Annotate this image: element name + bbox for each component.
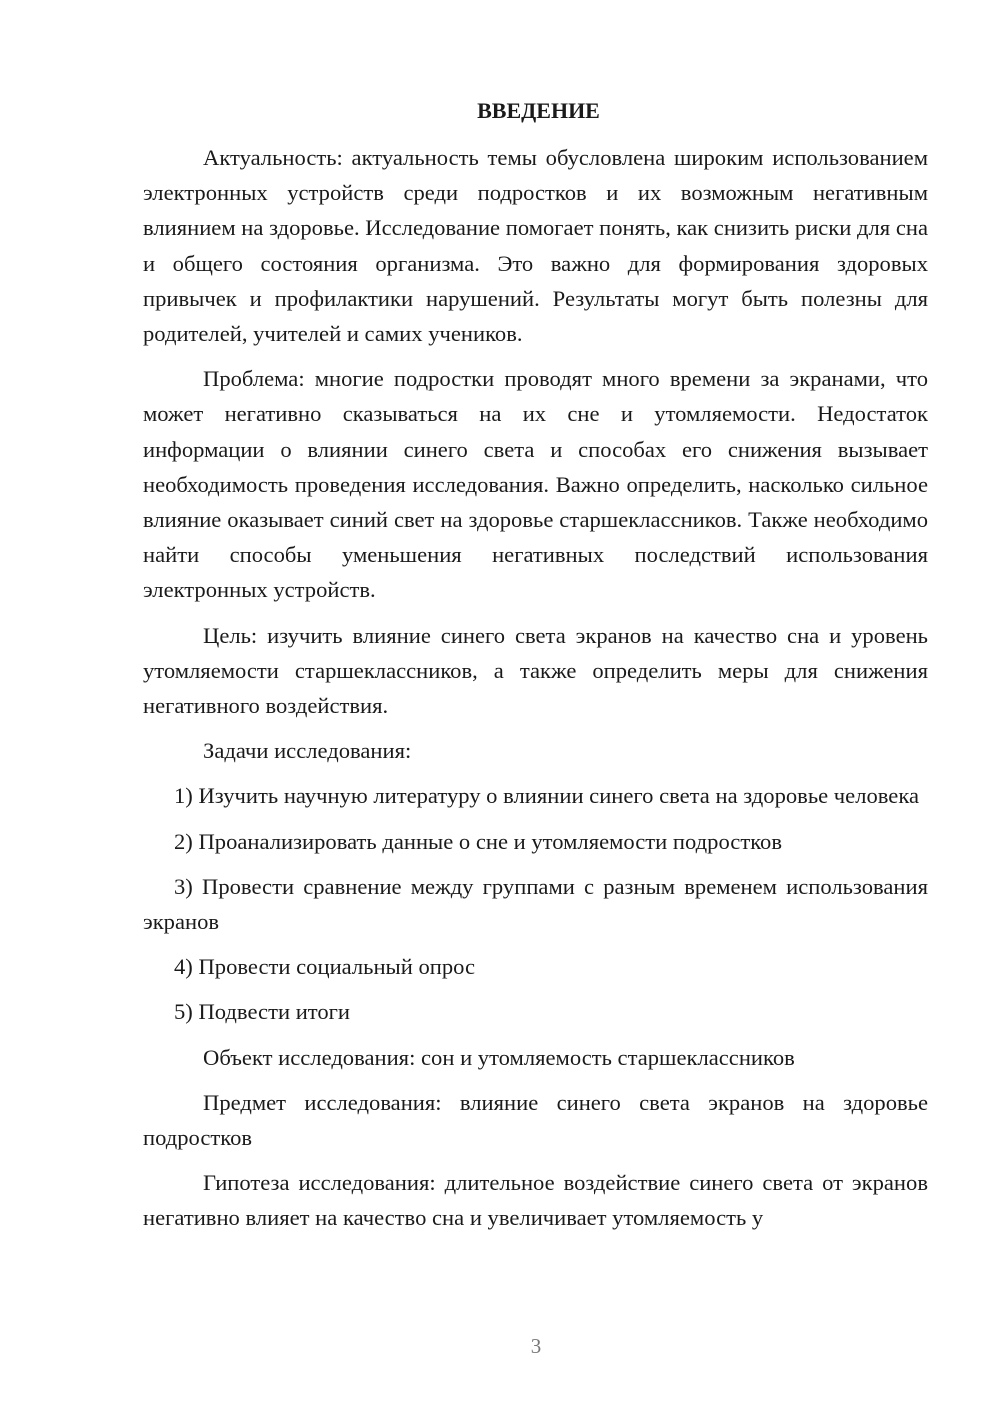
paragraph-goal: Цель: изучить влияние синего света экранов на качество сна и уровень утомляемости старшеклассников, а также определить меры для снижения негативного воздействия. bbox=[143, 622, 928, 719]
section-heading: ВВЕДЕНИЕ bbox=[477, 98, 600, 123]
task-item-5: 5) Подвести итоги bbox=[174, 999, 351, 1025]
task-item-4: 4) Провести социальный опрос bbox=[174, 954, 476, 980]
document-page bbox=[143, 96, 928, 1246]
tasks-title: Задачи исследования: bbox=[203, 738, 412, 764]
research-hypothesis: Гипотеза исследования: длительное воздействие синего света от экранов негативно влияет на качество сна и увеличивает утомляемость у bbox=[143, 1170, 928, 1231]
paragraph-problem: Проблема: многие подростки проводят много времени за экранами, что может негативно сказываться на их сне и утомляемости. Недостаток информации о влиянии синего света и способах его снижения вызывает необходимость проведения исследования. Важно определить, насколько сильное влияние оказывает синий свет на здоровье старшеклассников. Также необходимо найти способы уменьшения негативных последствий использования электронных устройств. bbox=[143, 366, 928, 603]
research-object: Объект исследования: сон и утомляемость старшеклассников bbox=[203, 1044, 795, 1070]
page-number: 3 bbox=[530, 1334, 542, 1358]
task-item-1: 1) Изучить научную литературу о влиянии синего света на здоровье человека bbox=[174, 783, 919, 809]
task-item-2: 2) Проанализировать данные о сне и утомляемости подростков bbox=[174, 828, 783, 854]
task-item-3: 3) Провести сравнение между группами с разным временем использования экранов bbox=[143, 873, 928, 935]
research-subject: Предмет исследования: влияние синего света экранов на здоровье подростков bbox=[143, 1089, 928, 1151]
paragraph-relevance: Актуальность: актуальность темы обусловлена широким использованием электронных устройств среди подростков и их возможным негативным влиянием на здоровье. Исследование помогает понять, как снизить риски для сна и общего состояния организма. Это важно для формирования здоровых привычек и профилактики нарушений. Результаты могут быть полезны для родителей, учителей и самих учеников. bbox=[143, 145, 928, 347]
